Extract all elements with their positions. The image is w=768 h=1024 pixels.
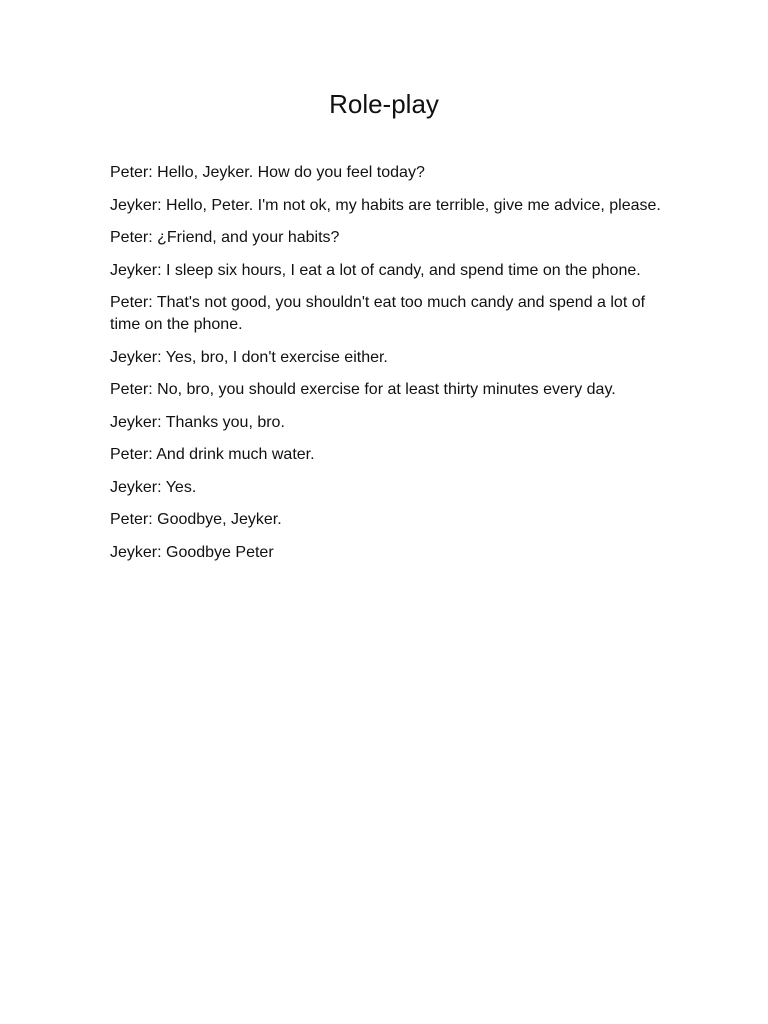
dialogue-line: Jeyker: Yes, bro, I don't exercise either.	[110, 348, 388, 366]
dialogue-line: Jeyker: Hello, Peter. I'm not ok, my habits are terrible, give me advice, please.	[110, 196, 661, 214]
dialogue-line: Peter: That's not good, you shouldn't eat too much candy and spend a lot of time on the phone.	[110, 294, 646, 333]
dialogue-line: Peter: No, bro, you should exercise for at least thirty minutes every day.	[110, 381, 616, 398]
dialogue-line: Peter: And drink much water.	[110, 446, 315, 463]
dialogue-line: Jeyker: Thanks you, bro.	[110, 413, 285, 431]
dialogue-line: Peter: Hello, Jeyker. How do you feel today?	[110, 164, 425, 181]
dialogue-line: Jeyker: I sleep six hours, I eat a lot of candy, and spend time on the phone.	[110, 261, 641, 279]
page-title: Role-play	[329, 89, 439, 119]
dialogue-line: Jeyker: Goodbye Peter	[110, 543, 274, 561]
dialogue-line: Jeyker: Yes.	[110, 478, 197, 496]
dialogue-line: Peter: ¿Friend, and your habits?	[110, 229, 340, 246]
dialogue-line: Peter: Goodbye, Jeyker.	[110, 511, 282, 528]
dialogue-body	[110, 162, 662, 574]
